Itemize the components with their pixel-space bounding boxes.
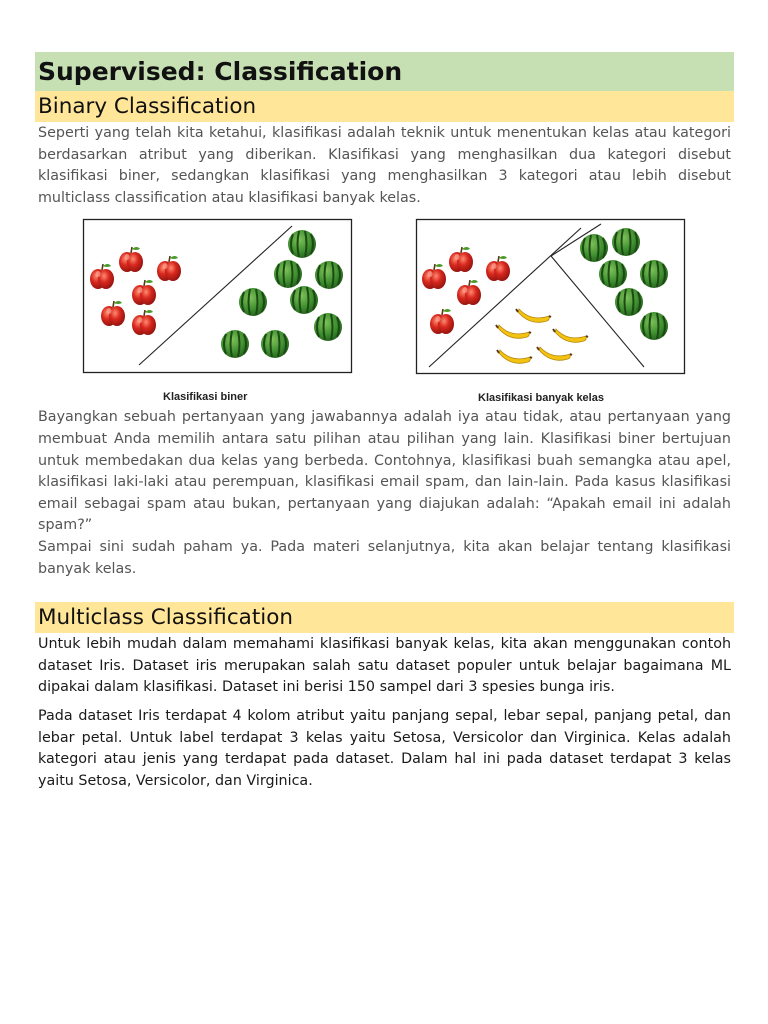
classification-figure [82, 218, 686, 407]
binary-intro-paragraph: Seperti yang telah kita ketahui, klasifikasi adalah teknik untuk menentukan kelas atau kategori berdasarkan atribut yang diberikan. Klasifikasi yang menghasilkan dua kategori disebut klasifikasi biner, sedangkan klasifikasi yang menghasilkan 3 kategori atau lebih disebut multiclass classification atau klasifikasi banyak kelas. [38, 125, 731, 206]
binary-closing-paragraph: Sampai sini sudah paham ya. Pada materi selanjutnya, kita akan belajar tentang klasifikasi banyak kelas. [38, 538, 731, 577]
figure-label-multiclass: Klasifikasi banyak kelas [478, 392, 604, 405]
section-heading-binary: Binary Classification [35, 91, 734, 122]
binary-explanation-paragraph: Bayangkan sebuah pertanyaan yang jawabannya adalah iya atau tidak, atau pertanyaan yang membuat Anda memilih antara satu pilihan atau pilihan yang lain. Klasifikasi biner bertujuan untuk membedakan dua kelas yang berbeda. Contohnya, klasifikasi buah semangka atau apel, klasifikasi laki-laki atau perempuan, klasifikasi email spam, dan lain-lain. Pada kasus klasifikasi email sebagai spam atau bukan, pertanyaan yang diajukan adalah: “Apakah email ini adalah spam?” [38, 409, 731, 534]
section-heading-multiclass: Multiclass Classification [35, 602, 734, 633]
classification-illustration [82, 218, 686, 407]
multiclass-iris-paragraph: Pada dataset Iris terdapat 4 kolom atribut yaitu panjang sepal, lebar sepal, panjang petal, dan lebar petal. Untuk label terdapat 3 kelas yaitu Setosa, Versicolor dan Virginica. Kelas adalah kategori atau jenis yang terdapat pada dataset. Dalam hal ini pada dataset terdapat 3 kelas yaitu Setosa, Versicolor, dan Virginica. [38, 707, 731, 789]
page-title: Supervised: Classification [35, 52, 734, 91]
figure-label-binary: Klasifikasi biner [163, 391, 248, 404]
multiclass-intro-paragraph: Untuk lebih mudah dalam memahami klasifikasi banyak kelas, kita akan menggunakan contoh dataset Iris. Dataset iris merupakan salah satu dataset populer untuk belajar bagaimana ML dipakai dalam klasifikasi. Dataset ini berisi 150 sampel dari 3 spesies bunga iris. [38, 636, 731, 696]
document-page [35, 52, 734, 792]
